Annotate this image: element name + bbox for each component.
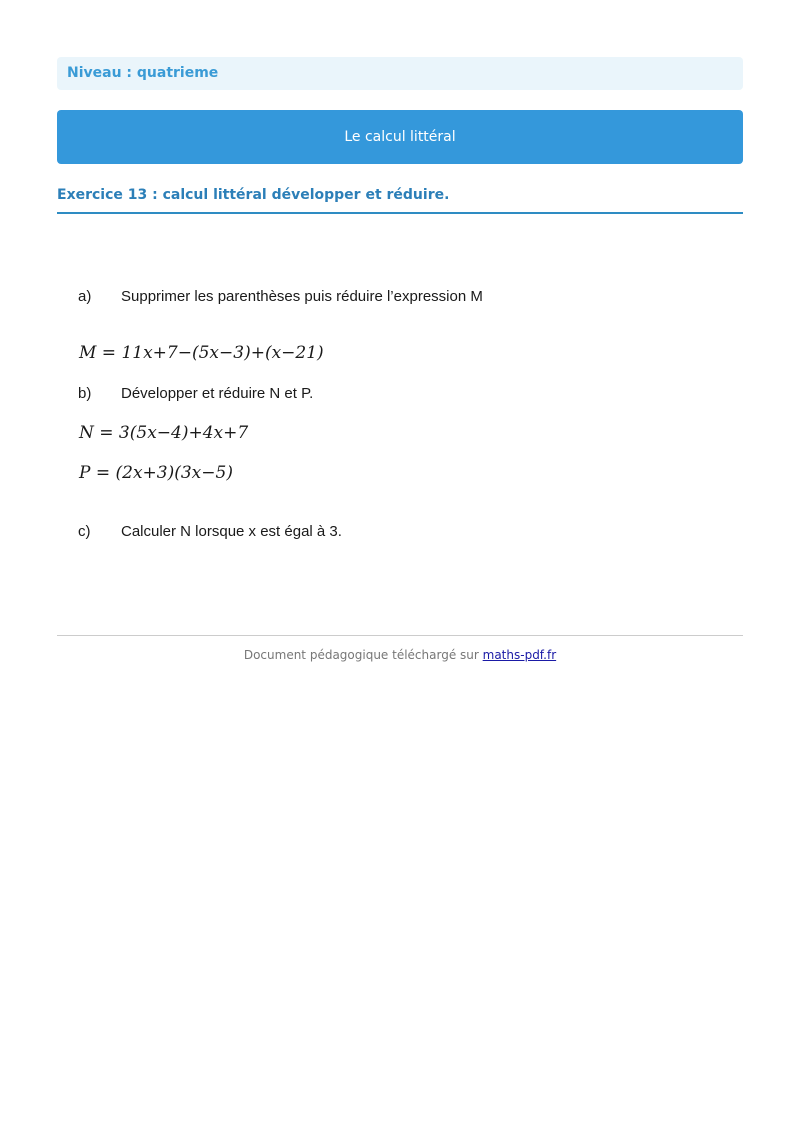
footer: [57, 648, 743, 662]
question-a-text: Supprimer les parenthèses puis réduire l’expression M: [121, 288, 483, 305]
footer-text: Document pédagogique téléchargé sur: [243, 648, 483, 662]
question-c-text: Calculer N lorsque x est égal à 3.: [121, 523, 342, 540]
question-c: [78, 523, 342, 540]
question-a-letter: a): [78, 288, 92, 305]
question-b-letter: b): [78, 385, 92, 402]
question-b: [78, 385, 313, 402]
formula-p: P = (2x+3)(3x−5): [79, 463, 233, 483]
footer-link[interactable]: maths-pdf.fr: [482, 648, 557, 662]
formula-m: M = 11x+7−(5x−3)+(x−21): [79, 343, 324, 363]
formula-n: N = 3(5x−4)+4x+7: [79, 423, 249, 443]
exercise-title: Exercice 13 : calcul littéral développer et réduire.: [57, 185, 743, 214]
question-a: [78, 288, 483, 305]
question-b-text: Développer et réduire N et P.: [121, 385, 314, 402]
chapter-banner: Le calcul littéral: [57, 110, 743, 164]
level-badge: Niveau : quatrieme: [57, 57, 743, 90]
question-c-letter: c): [78, 523, 91, 540]
footer-divider: [57, 635, 743, 636]
